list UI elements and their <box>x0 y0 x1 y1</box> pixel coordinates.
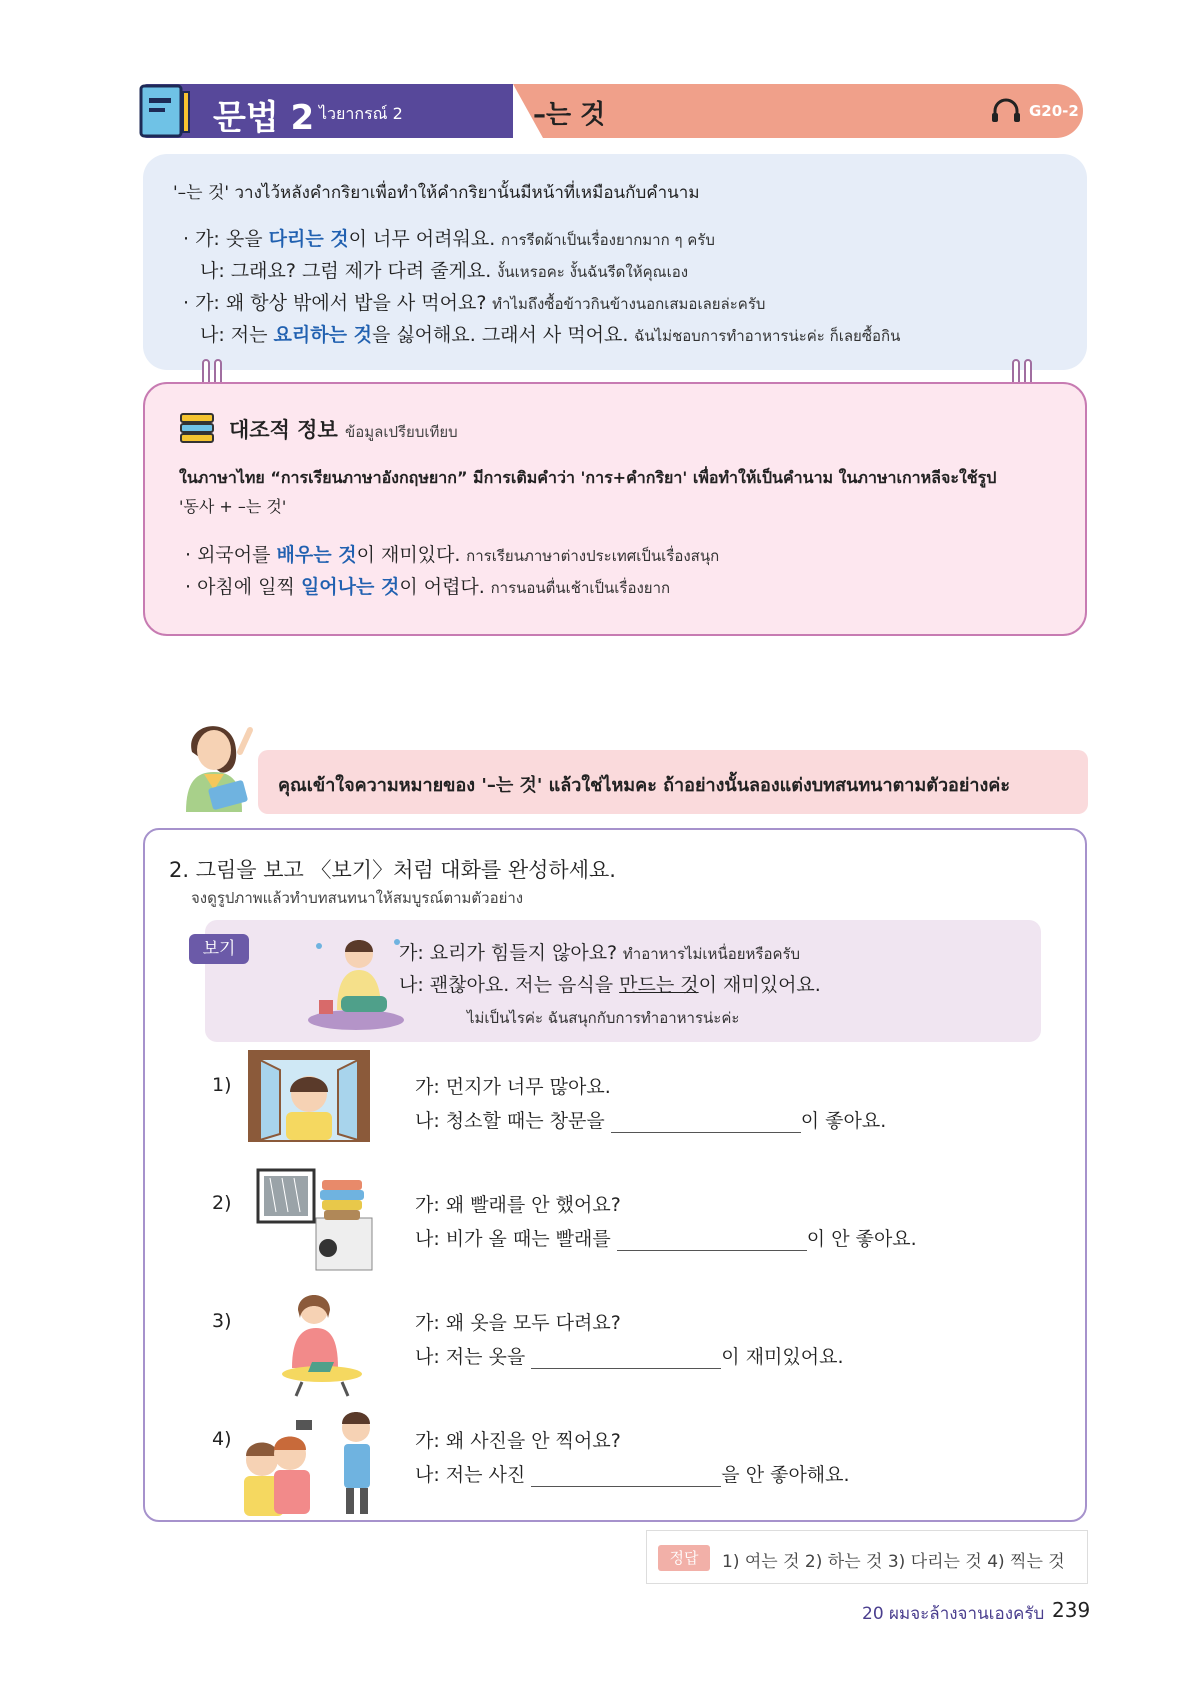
exercise-title: 2. 그림을 보고 〈보기〉처럼 대화를 완성하세요. <box>169 858 616 882</box>
page-subtitle: ไวยากรณ์ 2 <box>319 104 403 123</box>
grammar-pattern: –는 것 <box>533 100 606 130</box>
example-line: · 아침에 일찍 일어나는 것이 어렵다. การนอนตื่นเช้าเป็นเรื่องยาก <box>185 576 671 598</box>
answer-line: 나: 비가 올 때는 빨래를 이 안 좋아요. <box>415 1228 917 1250</box>
contrast-title: 대조적 정보 <box>229 418 338 442</box>
example-box <box>205 920 1041 1042</box>
contrast-body: ในภาษาไทย “การเรียนภาษาอังกฤษยาก” มีการเติมคำว่า 'การ+คำกริยา' เพื่อทำให้เป็นคำนาม ในภาษาเกาหลีจะใช้รูป <box>179 468 997 487</box>
exercise-subtitle: จงดูรูปภาพแล้วทำบทสนทนาให้สมบูรณ์ตามตัวอย่าง <box>191 889 524 907</box>
question-line: 가: 먼지가 너무 많아요. <box>415 1076 611 1098</box>
answer-line: 나: 저는 사진 을 안 좋아해요. <box>415 1464 850 1486</box>
contrast-info-box <box>143 382 1087 636</box>
item-number: 1) <box>212 1074 232 1096</box>
example-line: 나: 저는 요리하는 것을 싫어해요. 그래서 사 먹어요. ฉันไม่ชอบการทำอาหารน่ะค่ะ ก็เลยซื้อกิน <box>200 324 901 346</box>
page-title: 문법 2 <box>213 98 315 138</box>
question-line: 가: 왜 사진을 안 찍어요? <box>415 1430 621 1452</box>
photo-taking-illustration <box>240 1404 382 1516</box>
explanation-intro: '–는 것' วางไว้หลังคำกริยาเพื่อทำให้คำกริยานั้นมีหน้าที่เหมือนกับคำนาม <box>173 183 700 203</box>
item-number: 4) <box>212 1428 232 1450</box>
answer-blank[interactable] <box>617 1230 807 1251</box>
book-icon <box>139 82 191 140</box>
example-line-thai: ไม่เป็นไรค่ะ ฉันสนุกกับการทำอาหารน่ะค่ะ <box>467 1009 740 1027</box>
chapter-footer: 20 ผมจะล้างจานเองครับ <box>862 1604 1045 1624</box>
headphones-icon[interactable] <box>991 98 1021 124</box>
example-line: 가: 요리가 힘들지 않아요? ทำอาหารไม่เหนื่อยหรือครับ <box>399 942 801 964</box>
example-line: · 가: 옷을 다리는 것이 너무 어려워요. การรีดผ้าเป็นเรื่องยากมาก ๆ ครับ <box>183 228 715 250</box>
item-number: 3) <box>212 1310 232 1332</box>
example-line: 나: 괜찮아요. 저는 음식을 만드는 것이 재미있어요. <box>399 974 821 996</box>
window-opening-illustration <box>246 1048 372 1144</box>
books-stack-icon <box>179 412 215 446</box>
example-line: · 외국어를 배우는 것이 재미있다. การเรียนภาษาต่างประเทศเป็นเรื่องสนุก <box>185 544 720 566</box>
contrast-body: '동사 + –는 것' <box>179 497 287 516</box>
teacher-illustration <box>174 712 266 812</box>
answer-line: 나: 청소할 때는 창문을 이 좋아요. <box>415 1110 887 1132</box>
explanation-box <box>143 154 1087 370</box>
answer-blank[interactable] <box>531 1348 721 1369</box>
example-line: 나: 그래요? 그럼 제가 다려 줄게요. งั้นเหรอคะ งั้นฉันรีดให้คุณเอง <box>200 260 689 282</box>
ironing-woman-illustration <box>272 1288 368 1398</box>
answer-line: 나: 저는 옷을 이 재미있어요. <box>415 1346 844 1368</box>
example-tag: 보기 <box>189 934 249 964</box>
question-line: 가: 왜 옷을 모두 다려요? <box>415 1312 621 1334</box>
teacher-tip-text: คุณเข้าใจความหมายของ '–는 것' แล้วใช่ไหมคะ ถ้าอย่างนั้นลองแต่งบทสนทนาตามตัวอย่างค่ะ <box>278 775 1011 796</box>
question-line: 가: 왜 빨래를 안 했어요? <box>415 1194 621 1216</box>
answer-key-text: 1) 여는 것 2) 하는 것 3) 다리는 것 4) 찍는 것 <box>722 1552 1065 1572</box>
page-number: 239 <box>1052 1598 1091 1622</box>
audio-track-code[interactable]: G20-2 <box>1029 102 1079 120</box>
laundry-rain-illustration <box>256 1168 374 1272</box>
answer-blank[interactable] <box>531 1466 721 1487</box>
grammar-banner <box>141 84 1083 138</box>
item-number: 2) <box>212 1192 232 1214</box>
answer-key-tag: 정답 <box>658 1545 710 1571</box>
example-line: · 가: 왜 항상 밖에서 밥을 사 먹어요? ทำไมถึงซื้อข้าวกินข้างนอกเสมอเลยล่ะครับ <box>183 292 766 314</box>
answer-blank[interactable] <box>611 1112 801 1133</box>
cooking-woman-illustration <box>301 930 411 1030</box>
contrast-title-thai: ข้อมูลเปรียบเทียบ <box>345 423 458 441</box>
